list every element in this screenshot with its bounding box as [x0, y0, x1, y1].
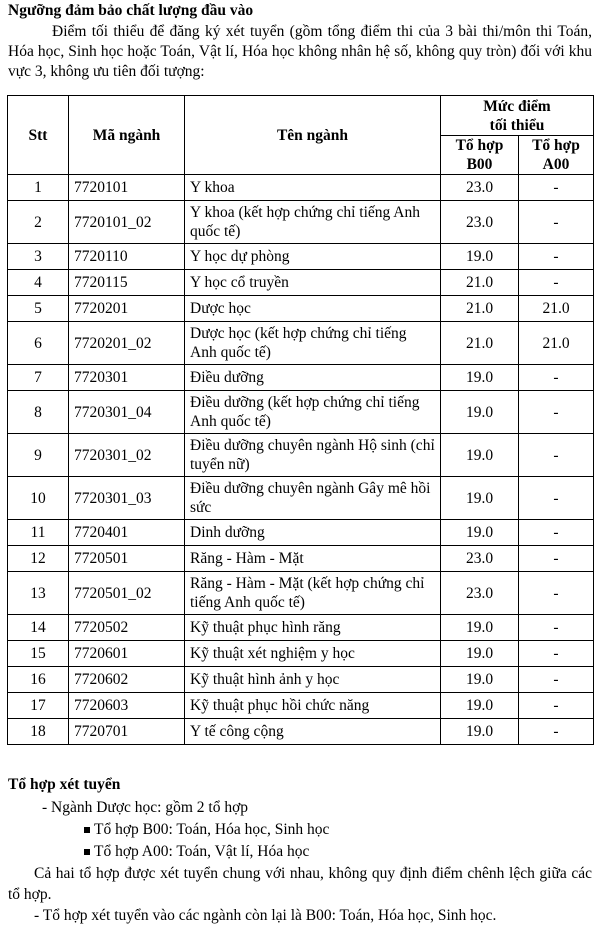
table-row [8, 434, 594, 477]
cell-ten-nganh: Răng - Hàm - Mặt [185, 546, 441, 572]
cell-ten-nganh: Y khoa (kết hợp chứng chỉ tiếng Anh quốc tế) [185, 201, 441, 244]
table-row [8, 244, 594, 270]
cell-stt: 1 [8, 175, 69, 201]
section2-body [8, 797, 592, 927]
cell-ten-nganh: Kỹ thuật phục hình răng [185, 615, 441, 641]
table-row [8, 615, 594, 641]
cell-ma-nganh: 7720603 [69, 693, 185, 719]
cell-stt: 5 [8, 296, 69, 322]
cell-stt: 3 [8, 244, 69, 270]
table-row [8, 520, 594, 546]
header-stt: Stt [8, 96, 69, 175]
section-heading-2: Tổ hợp xét tuyển [8, 776, 121, 793]
cell-ma-nganh: 7720301_03 [69, 477, 185, 520]
cell-ten-nganh: Dược học (kết hợp chứng chỉ tiếng Anh quốc tế) [185, 322, 441, 365]
cell-b00: 23.0 [441, 175, 519, 201]
cell-stt: 12 [8, 546, 69, 572]
table-row [8, 201, 594, 244]
cell-stt: 11 [8, 520, 69, 546]
bullet-square-icon [84, 827, 90, 833]
table-row [8, 365, 594, 391]
cell-ten-nganh: Y học dự phòng [185, 244, 441, 270]
cell-ten-nganh: Kỹ thuật hình ảnh y học [185, 667, 441, 693]
bullet-square-icon [84, 849, 90, 855]
cell-ma-nganh: 7720502 [69, 615, 185, 641]
cell-ma-nganh: 7720701 [69, 719, 185, 745]
cell-a00: - [519, 244, 594, 270]
other-majors-line: - Tổ hợp xét tuyển vào các ngành còn lại là B00: Toán, Hóa học, Sinh học. [34, 907, 497, 924]
table-row [8, 693, 594, 719]
cell-ten-nganh: Y học cổ truyền [185, 270, 441, 296]
cell-a00: - [519, 693, 594, 719]
cell-ten-nganh: Điều dưỡng [185, 365, 441, 391]
cell-b00: 21.0 [441, 322, 519, 365]
cell-ten-nganh: Điều dưỡng (kết hợp chứng chỉ tiếng Anh quốc tế) [185, 391, 441, 434]
cell-ma-nganh: 7720301_04 [69, 391, 185, 434]
cell-a00: - [519, 667, 594, 693]
cell-ma-nganh: 7720115 [69, 270, 185, 296]
cell-b00: 19.0 [441, 365, 519, 391]
cell-b00: 19.0 [441, 693, 519, 719]
cell-stt: 8 [8, 391, 69, 434]
cell-b00: 19.0 [441, 641, 519, 667]
cell-stt: 18 [8, 719, 69, 745]
cell-a00: - [519, 434, 594, 477]
cell-a00: - [519, 546, 594, 572]
cell-b00: 19.0 [441, 667, 519, 693]
cell-a00: 21.0 [519, 322, 594, 365]
header-ma-nganh: Mã ngành [69, 96, 185, 175]
cell-ma-nganh: 7720401 [69, 520, 185, 546]
cell-ma-nganh: 7720601 [69, 641, 185, 667]
cell-ten-nganh: Y tế công cộng [185, 719, 441, 745]
cell-ma-nganh: 7720201_02 [69, 322, 185, 365]
cell-ma-nganh: 7720501_02 [69, 572, 185, 615]
table-row [8, 391, 594, 434]
bullet-item [8, 819, 592, 841]
cell-ma-nganh: 7720110 [69, 244, 185, 270]
table-row [8, 719, 594, 745]
table-row [8, 270, 594, 296]
cell-ten-nganh: Kỹ thuật xét nghiệm y học [185, 641, 441, 667]
cell-b00: 19.0 [441, 391, 519, 434]
cell-ten-nganh: Dinh dưỡng [185, 520, 441, 546]
cell-b00: 19.0 [441, 477, 519, 520]
cell-a00: - [519, 572, 594, 615]
cell-a00: - [519, 270, 594, 296]
cell-stt: 16 [8, 667, 69, 693]
cell-ten-nganh: Dược học [185, 296, 441, 322]
bullet-text: Tổ hợp B00: Toán, Hóa học, Sinh học [94, 821, 330, 838]
table-row [8, 477, 594, 520]
cell-stt: 14 [8, 615, 69, 641]
cell-a00: - [519, 719, 594, 745]
table-row [8, 296, 594, 322]
cell-b00: 19.0 [441, 520, 519, 546]
cell-b00: 21.0 [441, 270, 519, 296]
cell-a00: 21.0 [519, 296, 594, 322]
table-row [8, 546, 594, 572]
header-a00: Tổ hợp A00 [519, 136, 594, 175]
cell-a00: - [519, 477, 594, 520]
cell-stt: 10 [8, 477, 69, 520]
cell-a00: - [519, 175, 594, 201]
score-table [7, 95, 594, 745]
duoc-hoc-line: - Ngành Dược học: gồm 2 tổ hợp [42, 799, 249, 816]
cell-ma-nganh: 7720301_02 [69, 434, 185, 477]
cell-stt: 13 [8, 572, 69, 615]
cell-stt: 4 [8, 270, 69, 296]
section-heading: Ngưỡng đảm bảo chất lượng đầu vào [8, 2, 254, 19]
cell-ma-nganh: 7720201 [69, 296, 185, 322]
cell-a00: - [519, 520, 594, 546]
header-muc-diem: Mức điểm tối thiểu [441, 96, 594, 136]
cell-b00: 19.0 [441, 244, 519, 270]
table-row [8, 322, 594, 365]
note-paragraph: Cả hai tổ hợp được xét tuyển chung với nhau, không quy định điểm chênh lệch giữa các tổ hợp. [8, 865, 592, 903]
cell-stt: 17 [8, 693, 69, 719]
cell-b00: 23.0 [441, 546, 519, 572]
cell-ma-nganh: 7720101 [69, 175, 185, 201]
cell-ma-nganh: 7720501 [69, 546, 185, 572]
cell-b00: 19.0 [441, 719, 519, 745]
cell-stt: 7 [8, 365, 69, 391]
cell-ma-nganh: 7720101_02 [69, 201, 185, 244]
header-ten-nganh: Tên ngành [185, 96, 441, 175]
cell-a00: - [519, 641, 594, 667]
cell-b00: 21.0 [441, 296, 519, 322]
table-row [8, 641, 594, 667]
cell-b00: 23.0 [441, 201, 519, 244]
bullet-text: Tổ hợp A00: Toán, Vật lí, Hóa học [94, 843, 310, 860]
cell-ma-nganh: 7720602 [69, 667, 185, 693]
table-row [8, 667, 594, 693]
cell-ten-nganh: Răng - Hàm - Mặt (kết hợp chứng chỉ tiếng Anh quốc tế) [185, 572, 441, 615]
intro-paragraph [8, 22, 592, 82]
cell-ten-nganh: Điều dưỡng chuyên ngành Gây mê hồi sức [185, 477, 441, 520]
table-body [8, 175, 594, 745]
cell-ten-nganh: Y khoa [185, 175, 441, 201]
table-row [8, 572, 594, 615]
cell-stt: 2 [8, 201, 69, 244]
cell-a00: - [519, 365, 594, 391]
cell-stt: 6 [8, 322, 69, 365]
cell-a00: - [519, 201, 594, 244]
cell-stt: 15 [8, 641, 69, 667]
cell-ten-nganh: Điều dưỡng chuyên ngành Hộ sinh (chỉ tuyển nữ) [185, 434, 441, 477]
table-row [8, 175, 594, 201]
cell-ten-nganh: Kỹ thuật phục hồi chức năng [185, 693, 441, 719]
cell-b00: 19.0 [441, 434, 519, 477]
header-b00: Tổ hợp B00 [441, 136, 519, 175]
cell-a00: - [519, 391, 594, 434]
cell-b00: 23.0 [441, 572, 519, 615]
bullet-item [8, 841, 592, 863]
cell-ma-nganh: 7720301 [69, 365, 185, 391]
cell-a00: - [519, 615, 594, 641]
cell-stt: 9 [8, 434, 69, 477]
cell-b00: 19.0 [441, 615, 519, 641]
intro-text: Điểm tối thiểu để đăng ký xét tuyển (gồm tổng điểm thi của 3 bài thi/môn thi Toán, Hóa học, Sinh học hoặc Toán, Vật lí, Hóa học không nhân hệ số, không quy tròn) đối với khu vực 3, không ưu tiên đối tượng: [8, 23, 592, 80]
